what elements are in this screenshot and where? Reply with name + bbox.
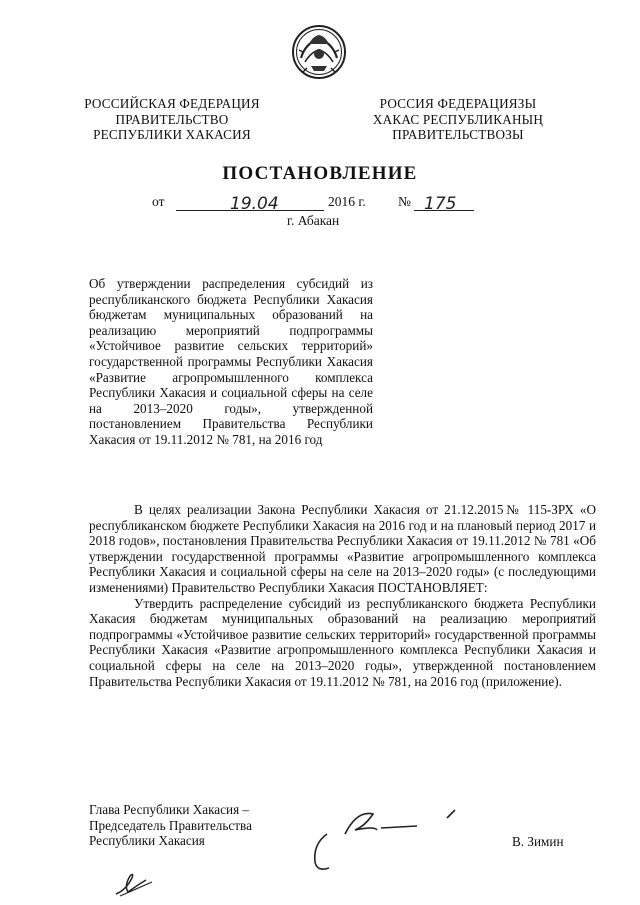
header-right-line-1: РОССИЯ ФЕДЕРАЦИЯЗЫ bbox=[379, 96, 537, 111]
city-label: г. Абакан bbox=[287, 213, 340, 228]
header-left-line-3: РЕСПУБЛИКИ ХАКАСИЯ bbox=[93, 127, 251, 142]
initials-mark bbox=[112, 868, 162, 898]
document-body bbox=[89, 502, 596, 689]
signatory-position-line-1: Глава Республики Хакасия – bbox=[89, 802, 250, 817]
signatory-position-line-3: Республики Хакасия bbox=[89, 833, 205, 849]
header-left-block bbox=[62, 96, 282, 143]
number-handwritten: 175 bbox=[424, 194, 457, 214]
document-subject: Об утверждении распределения субсидий из республиканского бюджета Республики Хакасия бюджетам муниципальных образований на реализацию мероприятий подпрограммы «Устойчивое развитие сельских территорий» государственной программы Республики Хакасия «Развитие агропромышленного комплекса Республики Хакасия и социальной сферы на селе на 2013–2020 годы», утвержденной постановлением Правительства Республики Хакасия от 19.11.2012 № 781, на 2016 год bbox=[89, 276, 373, 447]
body-paragraph-2: Утвердить распределение субсидий из республиканского бюджета Республики Хакасия бюджетам муниципальных образований на реализацию мероприятий подпрограммы «Устойчивое развитие сельских территорий» государственной программы Республики Хакасия «Развитие агропромышленного комплекса Республики Хакасия и социальной сферы на селе на 2013–2020 годы», утвержденной постановлением Правительства Республики Хакасия от 19.11.2012 № 781, на 2016 год (приложение). bbox=[89, 595, 596, 689]
date-handwritten: 19.04 bbox=[230, 194, 279, 214]
header-left-line-1: РОССИЙСКАЯ ФЕДЕРАЦИЯ bbox=[84, 96, 260, 111]
header-left-line-2: ПРАВИТЕЛЬСТВО bbox=[115, 111, 229, 127]
number-label: № bbox=[398, 194, 411, 209]
coat-of-arms-emblem bbox=[291, 24, 347, 80]
date-from-label: от bbox=[152, 194, 165, 209]
date-number-line bbox=[152, 194, 492, 214]
signatory-position bbox=[89, 802, 252, 849]
signatory-name: В. Зимин bbox=[512, 834, 564, 849]
handwritten-signature bbox=[305, 804, 465, 874]
signatory-position-line-2: Председатель Правительства bbox=[89, 817, 252, 833]
date-year: 2016 г. bbox=[328, 194, 366, 209]
body-paragraph-1: В целях реализации Закона Республики Хакасия от 21.12.2015№ 115-ЗРХ «О республиканском бюджете Республики Хакасия на 2016 год и на плановый период 2017 и 2018 годов», постановления Правительства Республики Хакасия от 19.11.2012 № 781 «Об утверждении государственной программы «Развитие агропромышленного комплекса Республики Хакасия и социальной сферы на селе на 2013–2020 годы» (с последующими изменениями) Правительство Республики Хакасия ПОСТАНОВЛЯЕТ: bbox=[89, 502, 596, 595]
document-title: ПОСТАНОВЛЕНИЕ bbox=[222, 163, 418, 184]
header-right-line-3: ПРАВИТЕЛЬСТВОЗЫ bbox=[392, 127, 524, 142]
header-right-block bbox=[348, 96, 568, 143]
header-right-line-2: ХАКАС РЕСПУБЛИКАНЫҢ bbox=[372, 111, 544, 127]
